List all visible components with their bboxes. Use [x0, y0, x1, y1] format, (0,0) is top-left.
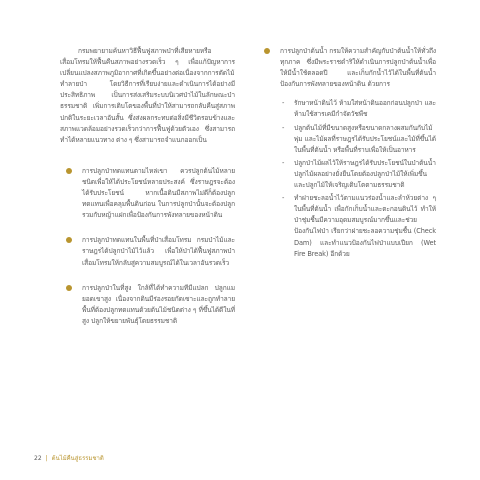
- bullet-item: [60, 235, 235, 268]
- list-item-text: รักษาหน้าดินไว้ ห้ามใส่หน้าดินออกก่อนปลูกป่า และห้ามใช้สารเคมีกำจัดวัชพืช: [294, 99, 436, 119]
- bullet-text: การปลูกป่าทดแทนตามไหล่เขา ควรปลูกต้นไม้หลายชนิดเพื่อให้ได้ประโยชน์หลายประสงค์ ซึ่งราษฎรจะต้องได้รับประโยชน์ หากเนื้อดินมีสภาพไม่ดีก็ต้องปลูกทดแทนเพื่อคลุมพื้นดินก่อน ในการปลูกป่านั้นจะต้องปลูกรวมกับหญ้าแฝกเพื่อป้องกันการพังทลายของหน้าดิน: [82, 166, 235, 220]
- list-item-text: ทำฝายชะลอน้ำไว้ตามแนวร่องน้ำและลำห้วยต่าง ๆ ในพื้นที่ต้นน้ำ เพื่อกักเก็บน้ำและตะกอนดินไว้ ทำให้ป่าชุ่มชื้นมีความอุดมสมบูรณ์มากขึ้นและช่วยป้องกันไฟป่า เรียกว่าฝายชะลอความชุ่มชื้น (Check Dam) และทำแนวป้องกันไฟป่าแบบเปียก (Wet Fire Break) อีกด้วย: [294, 194, 436, 258]
- bullet-dot-icon: [66, 285, 72, 291]
- right-column: [258, 46, 436, 262]
- bullet-dot-icon: [264, 48, 270, 54]
- left-intro-paragraph: กรมพยายามค้นหาวิธีฟื้นฟูสภาพป่าที่เสียหายหรือเสื่อมโทรมให้ฟื้นคืนสภาพอย่างรวดเร็ว ๆ เพื่อแก้ปัญหาการเปลี่ยนแปลงสภาพภูมิอากาศที่เกิดขึ้นอย่างต่อเนื่องจากการตัดไม้ทำลายป่า โดยวิธีการที่เรียบง่ายและดำเนินการได้อย่างมีประสิทธิภาพ เป็นการส่งเสริมระบบนิเวศป่าไม้ในลักษณะป่าธรรมชาติ เพิ่มการเติบโตของพื้นที่ป่าให้สามารถกลับคืนสู่สภาพปกติในระยะเวลาอันสั้น ซึ่งส่งผลกระทบต่อสิ่งมีชีวิตรอบข้างและสภาพแวดล้อมอย่างรวดเร็วกว่าการฟื้นฟูด้วยตัวเอง ซึ่งสามารถทำได้หลายแนวทาง ต่าง ๆ ซึ่งสามารถจำแนกออกเป็น: [60, 47, 235, 144]
- bullet-item: [258, 46, 436, 260]
- list-item: [280, 123, 436, 156]
- footer-title: ต้นไม้คืนสู่ธรรมชาติ: [51, 455, 104, 462]
- list-item: [280, 98, 436, 120]
- left-column: [60, 46, 235, 327]
- list-item: [280, 158, 436, 191]
- footer-separator: |: [45, 455, 48, 462]
- bullet-item: [60, 166, 235, 221]
- bullet-text: การปลูกป่าในที่สูง ใกล้ที่ได้ทำความทีมีแปลก ปลูกแมยอดเขาสูง เนื่องจากดินมีร่องรอยกัดเซาะและถูกทำลาย พื้นที่ต้องปลูกทดแทนด้วยต้นไม้ชนิดต่าง ๆ ที่ขึ้นได้ดีในที่สูง ปลูกให้ขยายพันธุ์โดยธรรมชาติ: [82, 283, 235, 325]
- bullet-text: การปลูกป่าทดแทนในพื้นที่ป่าเสื่อมโทรม กรมป่าไม้และราษฎรได้ปลูกป่าไม้ไว้แล้ว เพื่อให้ป่าได้ฟื้นฟูสภาพป่าเสื่อมโทรมให้กลับสู่ความสมบูรณ์ได้ในเวลาอันรวดเร็ว: [82, 236, 235, 267]
- dash-icon: -: [282, 123, 285, 132]
- bullet-dot-icon: [66, 237, 72, 243]
- dash-icon: -: [282, 99, 285, 108]
- dash-icon: -: [282, 158, 285, 167]
- dash-icon: -: [282, 194, 285, 203]
- bullet-dot-icon: [66, 168, 72, 174]
- bullet-item: [60, 283, 235, 327]
- list-item-text: ปลูกป่าไม้ผลไว้ให้ราษฎรได้รับประโยชน์ในป่าต้นน้ำ ปลูกไม้ผลอย่างยั่งยืนโดยต้องปลูกป่าไม้ให้เพิ่มขึ้นและปลูกไม้ให้เจริญเติบโตตามธรรมชาติ: [294, 158, 436, 190]
- page-number: 22: [34, 455, 42, 462]
- list-item-text: ปลูกต้นไม้ที่มีขนาดสูงหรือขนาดกลางผสมกันกับไม้พุ่ม และไม้ผลที่ราษฎรได้รับประโยชน์และไม้ที่ขึ้นได้ในพื้นที่ต้นน้ำ หรือพื้นที่ราบเพื่อให้เป็นอาหาร: [294, 123, 436, 154]
- dash-list: [280, 98, 436, 259]
- list-item: [280, 193, 436, 260]
- page-footer: [34, 455, 104, 463]
- right-intro-paragraph: การปลูกป่าต้นน้ำ กรมให้ความสำคัญกับป่าต้นน้ำให้ทั่วถึงทุกภาค ซึ่งมีพระราชดำริให้ดำเนินการปลูกป่าต้นน้ำเพื่อให้มีน้ำใช้ตลอดปี และเก็บกักน้ำไว้ได้ในพื้นที่ต้นน้ำ ป้องกันการพังทลายของหน้าดิน ด้วยการ: [280, 47, 436, 89]
